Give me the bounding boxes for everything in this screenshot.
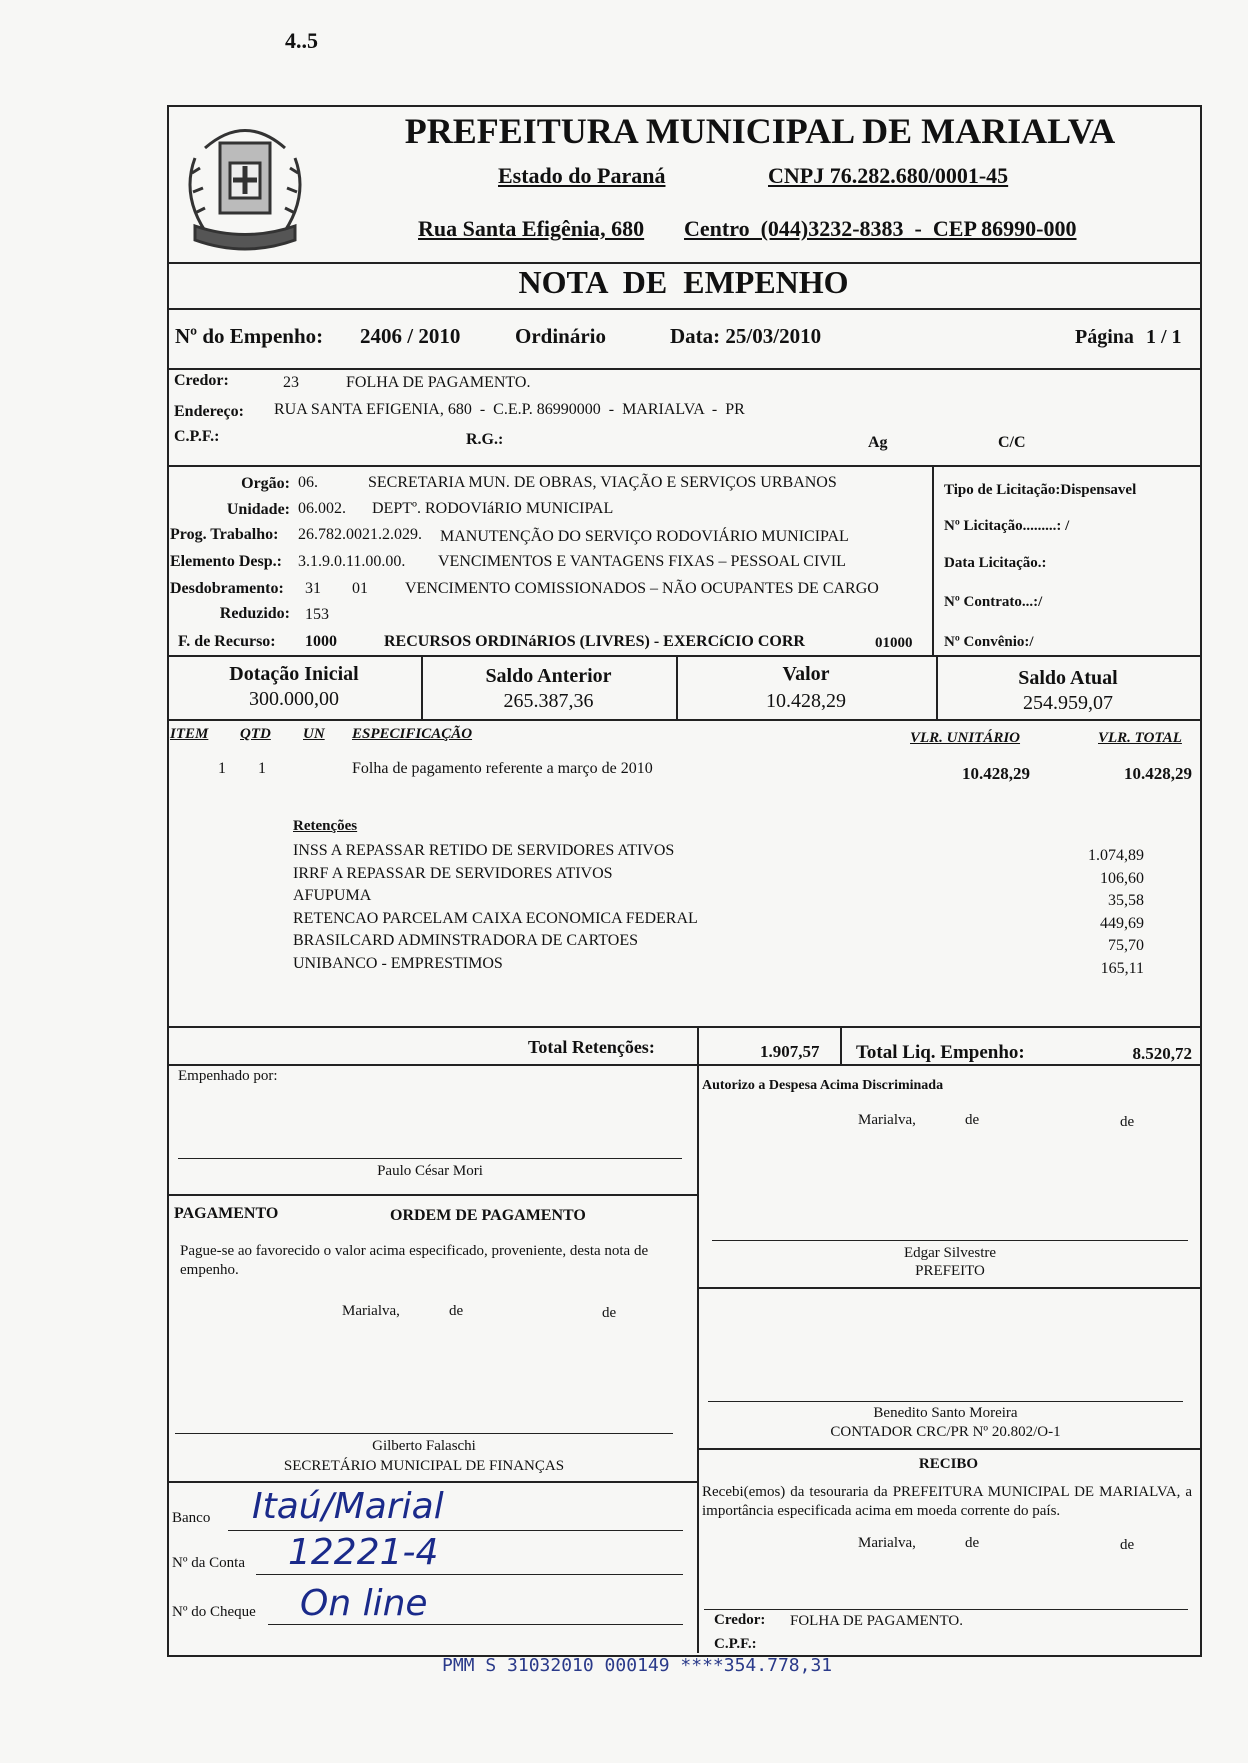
de-aut-2: de xyxy=(1120,1114,1135,1130)
address: Rua Santa Efigênia, 680 xyxy=(418,216,645,241)
cheque-label: Nº do Cheque xyxy=(172,1604,256,1620)
item-descr: Folha de pagamento referente a março de 2010 xyxy=(352,760,653,777)
ordem-pagamento: ORDEM DE PAGAMENTO xyxy=(390,1207,586,1224)
cnpj: CNPJ 76.282.680/0001-45 xyxy=(768,163,1009,188)
gilberto-name: Gilberto Falaschi xyxy=(372,1438,476,1454)
dotacao-inicial: 300.000,00 xyxy=(249,688,339,710)
saldo-atual-label: Saldo Atual xyxy=(1018,667,1118,689)
empenho-number: 2406 / 2010 xyxy=(360,324,461,348)
credor-name: FOLHA DE PAGAMENTO. xyxy=(346,374,531,391)
de-aut-1: de xyxy=(965,1112,980,1128)
unidade-code: 06.002. xyxy=(298,500,346,517)
total-liq: 8.520,72 xyxy=(1132,1044,1192,1063)
prefeito-title: PREFEITO xyxy=(915,1263,985,1279)
endereco: RUA SANTA EFIGENIA, 680 - C.E.P. 86990000 - MARIALVA - PR xyxy=(274,401,745,418)
cpf-footer-label: C.P.F.: xyxy=(714,1636,757,1652)
prog: MANUTENÇÃO DO SERVIÇO RODOVIÁRIO MUNICIPAL xyxy=(440,528,849,545)
licitacao-numero: Nº Licitação.........: / xyxy=(944,518,1070,534)
page-title: PREFEITURA MUNICIPAL DE MARIALVA xyxy=(404,111,1116,151)
orgao-label: Orgão: xyxy=(241,475,290,492)
retencao-descr: UNIBANCO - EMPRESTIMOS xyxy=(293,954,503,972)
saldo-atual: 254.959,07 xyxy=(1023,692,1113,714)
cheque-handwritten: On line xyxy=(300,1583,428,1624)
cpf-label: C.P.F.: xyxy=(174,428,220,445)
orgao: SECRETARIA MUN. DE OBRAS, VIAÇÃO E SERVIÇOS URBANOS xyxy=(368,474,837,491)
state-name: Estado do Paraná xyxy=(498,163,666,188)
empenho-type: Ordinário xyxy=(515,324,607,348)
retencao-descr: AFUPUMA xyxy=(293,887,372,904)
secretario-title: SECRETÁRIO MUNICIPAL DE FINANÇAS xyxy=(283,1458,565,1474)
retencao-descr: BRASILCARD ADMINSTRADORA DE CARTOES xyxy=(293,932,639,949)
total-retencoes: 1.907,57 xyxy=(760,1042,820,1061)
item-total: 10.428,29 xyxy=(1124,764,1192,783)
total-retencoes-label: Total Retenções: xyxy=(528,1037,655,1057)
credor-footer-label: Credor: xyxy=(714,1612,766,1628)
empenhado-label: Empenhado por: xyxy=(178,1068,278,1084)
retencao-descr: RETENCAO PARCELAM CAIXA ECONOMICA FEDERAL xyxy=(293,909,698,927)
conta-handwritten: 12221-4 xyxy=(288,1532,439,1573)
col-espec: ESPECIFICAÇÃO xyxy=(352,726,473,742)
retencao-descr: IRRF A REPASSAR DE SERVIDORES ATIVOS xyxy=(293,864,613,882)
elem-label: Elemento Desp.: xyxy=(170,553,282,570)
de-pag-1: de xyxy=(449,1303,464,1319)
desd-code: 31 xyxy=(305,580,321,597)
bank-stamp: PMM S 31032010 000149 ****354.778,31 xyxy=(442,1655,833,1676)
page-number: 1 / 1 xyxy=(1146,326,1182,348)
contrato: Nº Contrato...:/ xyxy=(944,594,1043,610)
autorizo-text: Autorizo a Despesa Acima Discriminada xyxy=(702,1078,944,1093)
banco-handwritten: Itaú/Marial xyxy=(252,1486,444,1527)
rec-code: 1000 xyxy=(305,633,337,650)
recibo-text: Recebi(emos) da tesouraria da PREFEITURA MUNICIPAL DE MARIALVA, a importância especificada acima em moeda corrente do país. xyxy=(702,1484,1192,1519)
col-un: UN xyxy=(303,726,325,742)
col-qtd: QTD xyxy=(240,726,271,742)
elem-code: 3.1.9.0.11.00.00. xyxy=(298,553,406,570)
unidade-label: Unidade: xyxy=(226,501,290,518)
pagamento-label: PAGAMENTO xyxy=(174,1205,279,1222)
red-label: Reduzido: xyxy=(219,605,290,622)
retencao-value: 35,58 xyxy=(1108,892,1144,909)
desd-label: Desdobramento: xyxy=(170,580,284,597)
empenho-label: Nº do Empenho: xyxy=(175,324,324,348)
conta-label: Nº da Conta xyxy=(172,1555,245,1571)
retencoes-title: Retenções xyxy=(293,818,358,834)
retencao-value: 75,70 xyxy=(1108,937,1144,954)
saldo-anterior: 265.387,36 xyxy=(503,690,594,712)
prog-label: Prog. Trabalho: xyxy=(170,526,279,543)
red-code: 153 xyxy=(305,606,329,623)
credor-footer: FOLHA DE PAGAMENTO. xyxy=(790,1613,963,1629)
cc-label: C/C xyxy=(998,434,1026,451)
valor: 10.428,29 xyxy=(766,690,846,712)
licitacao-data: Data Licitação.: xyxy=(944,555,1047,571)
rg-label: R.G.: xyxy=(466,431,504,448)
marialva-rec: Marialva, xyxy=(858,1535,916,1551)
retencoes-list xyxy=(293,840,698,975)
page-label: Página xyxy=(1075,326,1134,348)
recibo-title: RECIBO xyxy=(918,1456,979,1472)
retencao-value: 449,69 xyxy=(1100,914,1144,932)
elem: VENCIMENTOS E VANTAGENS FIXAS – PESSOAL CIVIL xyxy=(438,553,846,570)
credor-label: Credor: xyxy=(174,372,229,389)
de-rec-2: de xyxy=(1120,1537,1135,1553)
desd: VENCIMENTO COMISSIONADOS – NÃO OCUPANTES DE CARGO xyxy=(405,580,879,597)
pague-text: Pague-se ao favorecido o valor acima especificado, proveniente, desta nota de empenho. xyxy=(180,1243,649,1278)
dotacao-inicial-label: Dotação Inicial xyxy=(229,663,359,685)
retencao-value: 165,11 xyxy=(1100,959,1144,977)
retencao-value: 1.074,89 xyxy=(1088,847,1144,864)
marialva-pag: Marialva, xyxy=(342,1303,400,1319)
rec-label: F. de Recurso: xyxy=(178,633,276,650)
prog-code: 26.782.0021.2.029. xyxy=(298,526,422,543)
total-liq-label: Total Liq. Empenho: xyxy=(856,1042,1025,1063)
col-unit: VLR. UNITÁRIO xyxy=(910,730,1021,746)
endereco-label: Endereço: xyxy=(174,403,244,420)
banco-label: Banco xyxy=(172,1510,211,1526)
item-unit: 10.428,29 xyxy=(962,764,1030,783)
rec-sub: 01000 xyxy=(875,635,913,651)
item-number: 1 xyxy=(218,760,226,777)
rec: RECURSOS ORDINáRIOS (LIVRES) - EXERCíCIO CORR xyxy=(384,633,805,650)
de-pag-2: de xyxy=(602,1305,617,1321)
licitacao-tipo: Tipo de Licitação:Dispensavel xyxy=(944,482,1137,498)
credor-code: 23 xyxy=(283,374,299,391)
contador-title: CONTADOR CRC/PR Nº 20.802/O-1 xyxy=(830,1424,1061,1440)
retencao-descr: INSS A REPASSAR RETIDO DE SERVIDORES ATIVOS xyxy=(293,842,675,859)
address-contact: Centro (044)3232-8383 - CEP 86990-000 xyxy=(684,216,1077,241)
top-mark: 4..5 xyxy=(285,28,318,53)
saldo-anterior-label: Saldo Anterior xyxy=(485,665,612,687)
empenho-date: Data: 25/03/2010 xyxy=(670,324,822,348)
paulo-name: Paulo César Mori xyxy=(377,1163,483,1179)
coat-of-arms-icon xyxy=(175,108,315,258)
ag-label: Ag xyxy=(868,434,888,451)
convenio: Nº Convênio:/ xyxy=(944,634,1034,650)
retencao-value: 106,60 xyxy=(1100,869,1144,887)
unidade: DEPTº. RODOVIáRIO MUNICIPAL xyxy=(372,500,614,517)
retencoes-values xyxy=(1040,845,1144,980)
de-rec-1: de xyxy=(965,1535,980,1551)
benedito-name: Benedito Santo Moreira xyxy=(873,1405,1018,1421)
desd-sub: 01 xyxy=(352,580,368,597)
col-item: ITEM xyxy=(170,726,209,742)
edgar-name: Edgar Silvestre xyxy=(903,1245,997,1261)
valor-label: Valor xyxy=(782,663,830,685)
orgao-code: 06. xyxy=(298,474,318,491)
doc-title: NOTA DE EMPENHO xyxy=(518,264,849,300)
col-total: VLR. TOTAL xyxy=(1098,730,1182,746)
item-qtd: 1 xyxy=(258,760,266,777)
marialva-aut: Marialva, xyxy=(858,1112,916,1128)
